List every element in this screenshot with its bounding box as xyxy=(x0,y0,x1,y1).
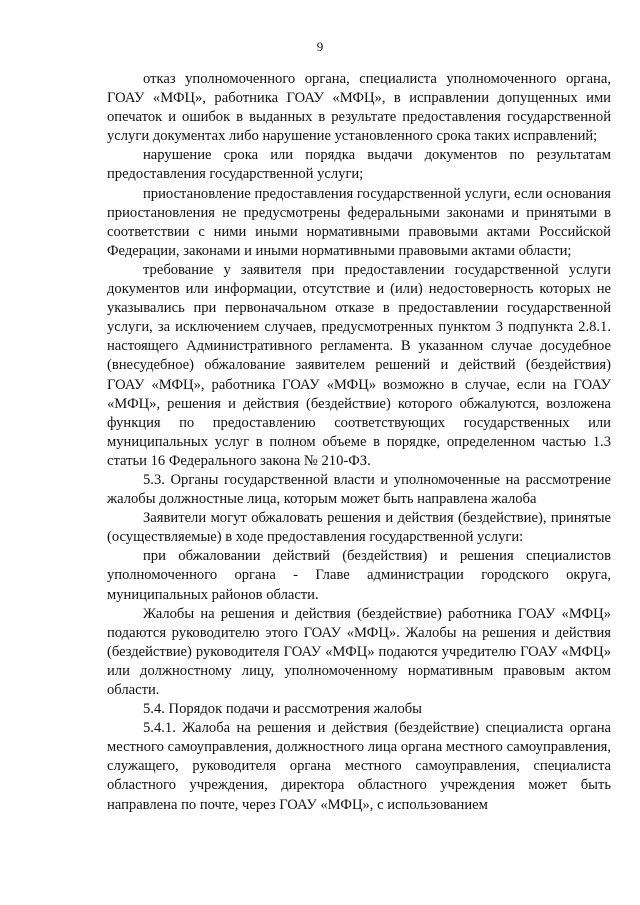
paragraph-deadline-violation: нарушение срока или порядка выдачи документов по результатам предоставления государственной услуги; xyxy=(107,147,611,183)
paragraph-complaint-correction-refusal: отказ уполномоченного органа, специалиста уполномоченного органа, ГОАУ «МФЦ», работника ГОАУ «МФЦ», в исправлении допущенных ими опечаток и ошибок в выданных в результате предоставления государственной услуги документах либо нарушение установленного срока таких исправлений; xyxy=(107,71,611,145)
paragraph-document-request: требование у заявителя при предоставлении государственной услуги документов или информации, отсутствие и (или) недостоверность которых не указывались при первоначальном отказе в предоставлении государственной услуги, за исключением случаев, предусмотренных пунктом 3 подпункта 2.8.1. настоящего Административного регламента. В указанном случае досудебное (внесудебное) обжалование заявителем решений и действий (бездействия) ГОАУ «МФЦ», работника ГОАУ «МФЦ» возможно в случае, если на ГОАУ «МФЦ», решения и действия (бездействие) которого обжалуются, возложена функция по предоставлению соответствующих государственных или муниципальных услуг в полном объеме в порядке, определенном частью 1.3 статьи 16 Федерального закона № 210-ФЗ. xyxy=(107,261,611,469)
document-body xyxy=(107,70,611,815)
section-heading-5-3: 5.3. Органы государственной власти и уполномоченные на рассмотрение жалобы должностные лица, которым может быть направлена жалоба xyxy=(107,471,611,508)
paragraph-mfc-complaints: Жалобы на решения и действия (бездействие) работника ГОАУ «МФЦ» подаются руководителю этого ГОАУ «МФЦ». Жалобы на решения и действия (бездействие) руководителя ГОАУ «МФЦ» подаются учредителю ГОАУ «МФЦ» или должностному лицу, уполномоченному нормативным правовым актом области. xyxy=(107,605,611,698)
paragraph-appeal-specialists: при обжаловании действий (бездействия) и решения специалистов уполномоченного органа - Главе администрации городского округа, муниципальных районов области. xyxy=(107,548,611,603)
paragraph-suspension: приостановление предоставления государственной услуги, если основания приостановления не предусмотрены федеральными законами и принятыми в соответствии с ними иными нормативными правовыми актами Российской Федерации, законами и иными нормативными правовыми актами области; xyxy=(107,185,611,259)
paragraph-5-4-1: 5.4.1. Жалоба на решения и действия (бездействие) специалиста органа местного самоуправления, должностного лица органа местного самоуправления, служащего, руководителя органа местного самоуправления, специалиста областного учреждения, директора областного учреждения может быть направлена по почте, через ГОАУ «МФЦ», с использованием xyxy=(107,720,611,813)
page-number: 9 xyxy=(316,39,324,54)
paragraph-appeal-right: Заявители могут обжаловать решения и действия (бездействие), принятые (осуществляемые) в ходе предоставления государственной услуги: xyxy=(107,510,611,546)
section-heading-5-4: 5.4. Порядок подачи и рассмотрения жалобы xyxy=(143,701,422,718)
